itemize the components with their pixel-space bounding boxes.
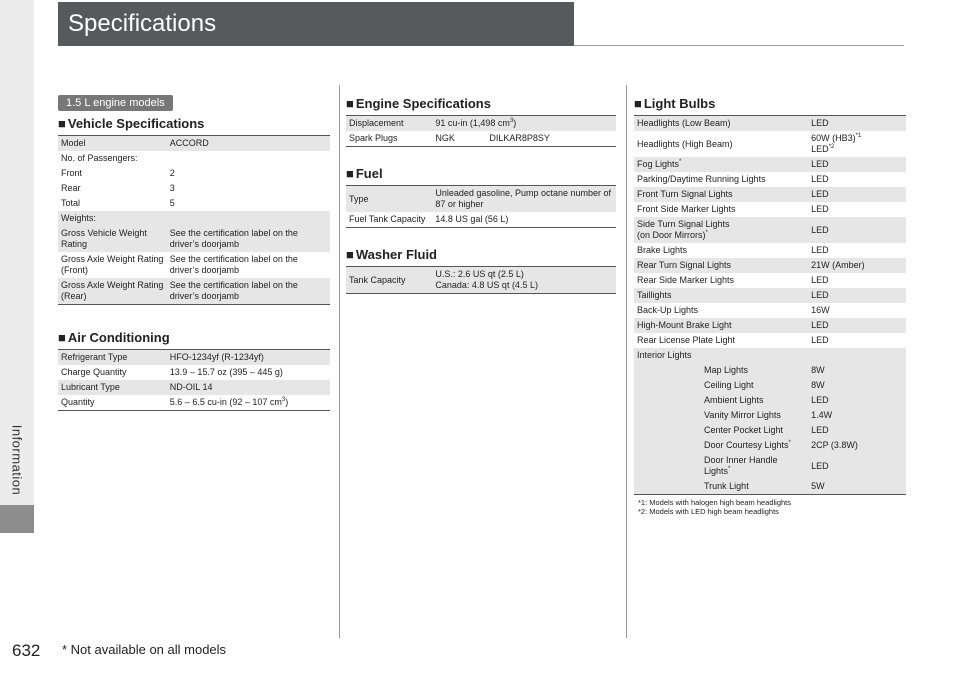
table-row: High-Mount Brake Light LED (634, 318, 906, 333)
light-bulbs-heading: ■ Light Bulbs (634, 96, 716, 111)
table-row: Center Pocket Light LED (634, 423, 906, 438)
engine-specs-table (346, 115, 616, 147)
washer-fluid-table (346, 266, 616, 294)
title-bar (58, 2, 574, 46)
page-number: 632 (12, 641, 41, 660)
table-row: Displacement 91 cu-in (1,498 $cm^3$) (346, 116, 616, 132)
table-row: Rear Side Marker Lights LED (637, 275, 829, 285)
table-row: Spark Plugs NGK DILKAR8P8SY (349, 133, 550, 143)
table-row: Refrigerant Type HFO-1234yf (R-1234yf) (58, 350, 330, 366)
table-row: Tank Capacity U.S.: 2.6 US qt (2.5 L) Canada: 4.8 US qt (4.5 L) (346, 267, 616, 294)
fuel-table (346, 185, 616, 228)
table-row: Rear License Plate Light LED (637, 335, 829, 345)
table-row: Gross Vehicle Weight Rating See the certification label on the driver’s doorjamb (58, 226, 330, 252)
table-row: Interior Lights (634, 348, 906, 363)
table-row: Gross Axle Weight Rating (Rear) See the certification label on the driver’s doorjamb (58, 278, 330, 305)
vehicle-specs-heading: ■ Vehicle Specifications (58, 116, 205, 131)
table-row: Side Turn Signal Lights (on Door Mirrors)* LED (634, 217, 906, 243)
table-row: Trunk Light 5W (634, 479, 906, 495)
page-title: Specifications (68, 10, 217, 37)
table-row: Total 5 (61, 198, 175, 208)
table-row: Rear Turn Signal Lights 21W (Amber) (634, 258, 906, 273)
table-row: Quantity 5.6 – 6.5 cu-in (92 – 107 $cm^3$) (61, 397, 289, 407)
table-row: Door Inner Handle Lights* LED (634, 453, 906, 479)
table-row: Gross Axle Weight Rating (Front) See the certification label on the driver’s doorjamb (61, 254, 298, 275)
table-row: Vanity Mirror Lights 1.4W (634, 408, 906, 423)
title-rule (574, 45, 904, 46)
table-row: Model ACCORD (58, 136, 330, 152)
middle-column (346, 93, 616, 294)
availability-footnote: * Not available on all models (62, 642, 227, 657)
table-row: Headlights (High Beam) 60W $(HB3)^{*1}$ LED$^{*2}$ (637, 133, 862, 154)
table-row: Ceiling Light 8W (634, 378, 906, 393)
table-row: Weights: (58, 211, 330, 226)
column-divider (339, 85, 340, 638)
table-row: No. of Passengers: (61, 153, 138, 163)
light-bulbs-footnotes (634, 498, 906, 516)
engine-model-badge: 1.5 L engine models (58, 95, 173, 111)
table-row: Brake Lights LED (637, 245, 829, 255)
air-conditioning-table (58, 349, 330, 411)
table-row: Parking/Daytime Running Lights LED (637, 174, 829, 184)
washer-fluid-heading: ■ Washer Fluid (346, 247, 437, 262)
right-column (634, 93, 906, 516)
table-row: Door Courtesy Lights* 2CP (3.8W) (634, 438, 906, 453)
light-bulbs-table (634, 115, 906, 495)
sidebar-tab-active[interactable] (0, 505, 34, 533)
table-row: Back-Up Lights 16W (637, 305, 830, 315)
table-row: Charge Quantity 13.9 – 15.7 oz (395 – 445 g) (61, 367, 283, 377)
engine-specs-heading: ■ Engine Specifications (346, 96, 491, 111)
table-row: Rear 3 (61, 183, 175, 193)
fuel-heading: ■ Fuel (346, 166, 383, 181)
column-divider (626, 85, 627, 638)
vehicle-specs-table (58, 135, 330, 305)
footnote-2: *2: Models with LED high beam headlights (638, 507, 779, 516)
table-row: Fuel Tank Capacity 14.8 US gal (56 L) (349, 214, 509, 224)
table-row: Front Turn Signal Lights LED (634, 187, 906, 202)
table-row: Front Side Marker Lights LED (637, 204, 829, 214)
table-row: Taillights LED (634, 288, 906, 303)
air-conditioning-heading: ■ Air Conditioning (58, 330, 170, 345)
sidebar-label: Information (9, 424, 25, 496)
table-row: Headlights (Low Beam) LED (634, 116, 906, 132)
table-row: Front 2 (61, 168, 175, 178)
table-row: Map Lights 8W (634, 363, 906, 378)
footnote-1: *1: Models with halogen high beam headlights (638, 498, 792, 507)
table-row: Type Unleaded gasoline, Pump octane number of 87 or higher (346, 186, 616, 213)
table-row: Ambient Lights LED (634, 393, 906, 408)
left-column (58, 93, 330, 411)
table-row: Lubricant Type ND-OIL 14 (58, 380, 330, 395)
table-row: Fog Lights* LED (634, 157, 906, 172)
